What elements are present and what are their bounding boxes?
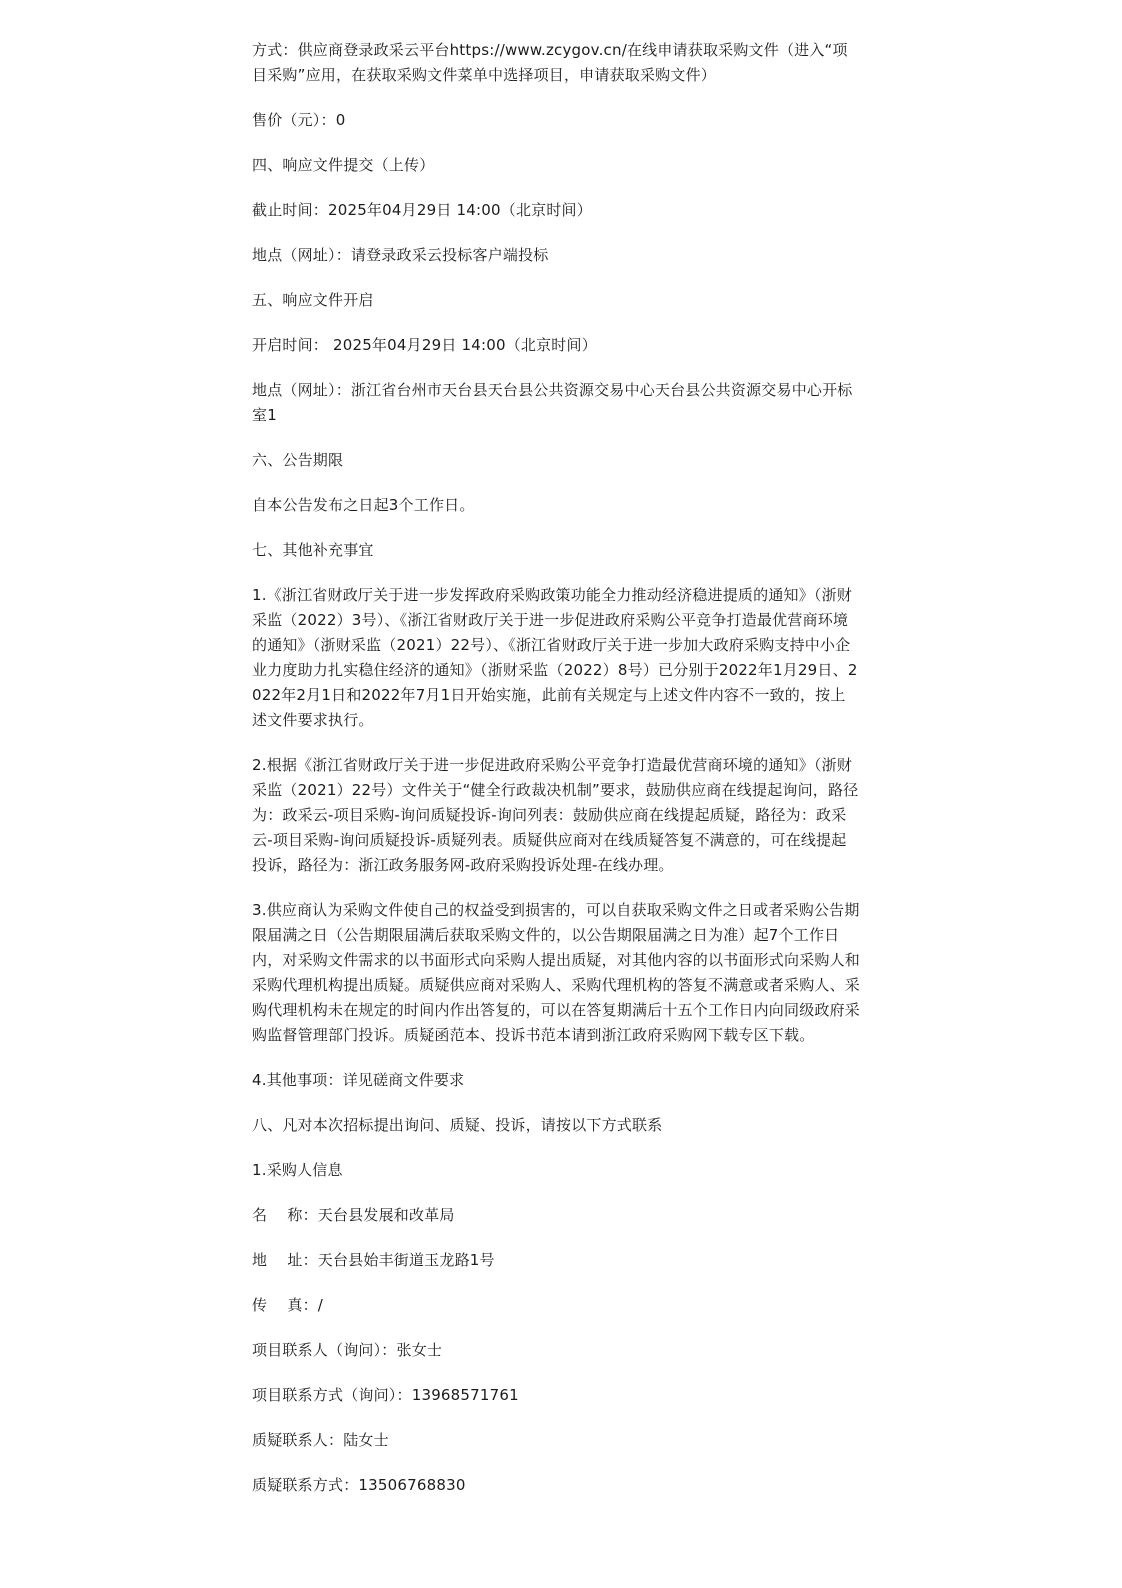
supplementary-item-3: 3.供应商认为采购文件使自己的权益受到损害的，可以自获取采购文件之日或者采购公告期限届满之日（公告期限届满后获取采购文件的，以公告期限届满之日为准）起7个工作日内，对采购文件需求的以书面形式向采购人提出质疑，对其他内容的以书面形式向采购人和采购代理机构提出质疑。质疑供应商对采购人、采购代理机构的答复不满意或者采购人、采购代理机构未在规定的时间内作出答复的，可以在答复期满后十五个工作日内向同级政府采购监督管理部门投诉。质疑函范本、投诉书范本请到浙江政府采购网下载专区下载。 bbox=[252, 901, 861, 1044]
submission-location: 地点（网址）：请登录政采云投标客户端投标 bbox=[252, 246, 549, 264]
purchaser-name: 名 称：天台县发展和改革局 bbox=[252, 1206, 455, 1224]
price-paragraph: 售价（元）：0 bbox=[252, 111, 346, 129]
opening-location: 地点（网址）：浙江省台州市天台县天台县公共资源交易中心天台县公共资源交易中心开标室1 bbox=[252, 381, 853, 424]
inquiry-contact-phone: 项目联系方式（询问）：13968571761 bbox=[252, 1386, 519, 1404]
section-heading-contact: 八、凡对本次招标提出询问、质疑、投诉，请按以下方式联系 bbox=[252, 1116, 663, 1134]
section-heading-opening: 五、响应文件开启 bbox=[252, 291, 374, 309]
submission-deadline: 截止时间：2025年04月29日 14:00（北京时间） bbox=[252, 201, 592, 219]
section-heading-notice-period: 六、公告期限 bbox=[252, 451, 344, 469]
challenge-contact-phone: 质疑联系方式：13506768830 bbox=[252, 1476, 466, 1494]
purchase-method-paragraph: 方式：供应商登录政采云平台https://www.zcygov.cn/在线申请获取采购文件（进入“项目采购”应用，在获取采购文件菜单中选择项目，申请获取采购文件） bbox=[252, 41, 848, 84]
supplementary-item-2: 2.根据《浙江省财政厅关于进一步促进政府采购公平竞争打造最优营商环境的通知》（浙财采监（2021）22号）文件关于“健全行政裁决机制”要求，鼓励供应商在线提起询问，路径为：政采云-项目采购-询问质疑投诉-询问列表：鼓励供应商在线提起质疑，路径为：政采云-项目采购-询问质疑投诉-质疑列表。质疑供应商对在线质疑答复不满意的，可在线提起投诉，路径为：浙江政务服务网-政府采购投诉处理-在线办理。 bbox=[252, 756, 859, 874]
opening-time: 开启时间： 2025年04月29日 14:00（北京时间） bbox=[252, 336, 597, 354]
notice-period-text: 自本公告发布之日起3个工作日。 bbox=[252, 496, 475, 514]
section-heading-supplementary: 七、其他补充事宜 bbox=[252, 541, 374, 559]
purchaser-info-heading: 1.采购人信息 bbox=[252, 1161, 343, 1179]
challenge-contact-person: 质疑联系人：陆女士 bbox=[252, 1431, 389, 1449]
purchaser-address: 地 址：天台县始丰街道玉龙路1号 bbox=[252, 1251, 495, 1269]
supplementary-item-1: 1.《浙江省财政厅关于进一步发挥政府采购政策功能全力推动经济稳进提质的通知》（浙财采监（2022）3号）、《浙江省财政厅关于进一步促进政府采购公平竞争打造最优营商环境的通知》（浙财采监（2021）22号）、《浙江省财政厅关于进一步加大政府采购支持中小企业力度助力扎实稳住经济的通知》（浙财采监（2022）8号）已分别于2022年1月29日、2022年2月1日和2022年7月1日开始实施，此前有关规定与上述文件内容不一致的，按上述文件要求执行。 bbox=[252, 586, 858, 729]
inquiry-contact-person: 项目联系人（询问）：张女士 bbox=[252, 1341, 443, 1359]
announcement-document bbox=[252, 38, 860, 1518]
supplementary-item-4: 4.其他事项：详见磋商文件要求 bbox=[252, 1071, 465, 1089]
purchaser-fax: 传 真：/ bbox=[252, 1296, 324, 1314]
section-heading-submission: 四、响应文件提交（上传） bbox=[252, 156, 435, 174]
